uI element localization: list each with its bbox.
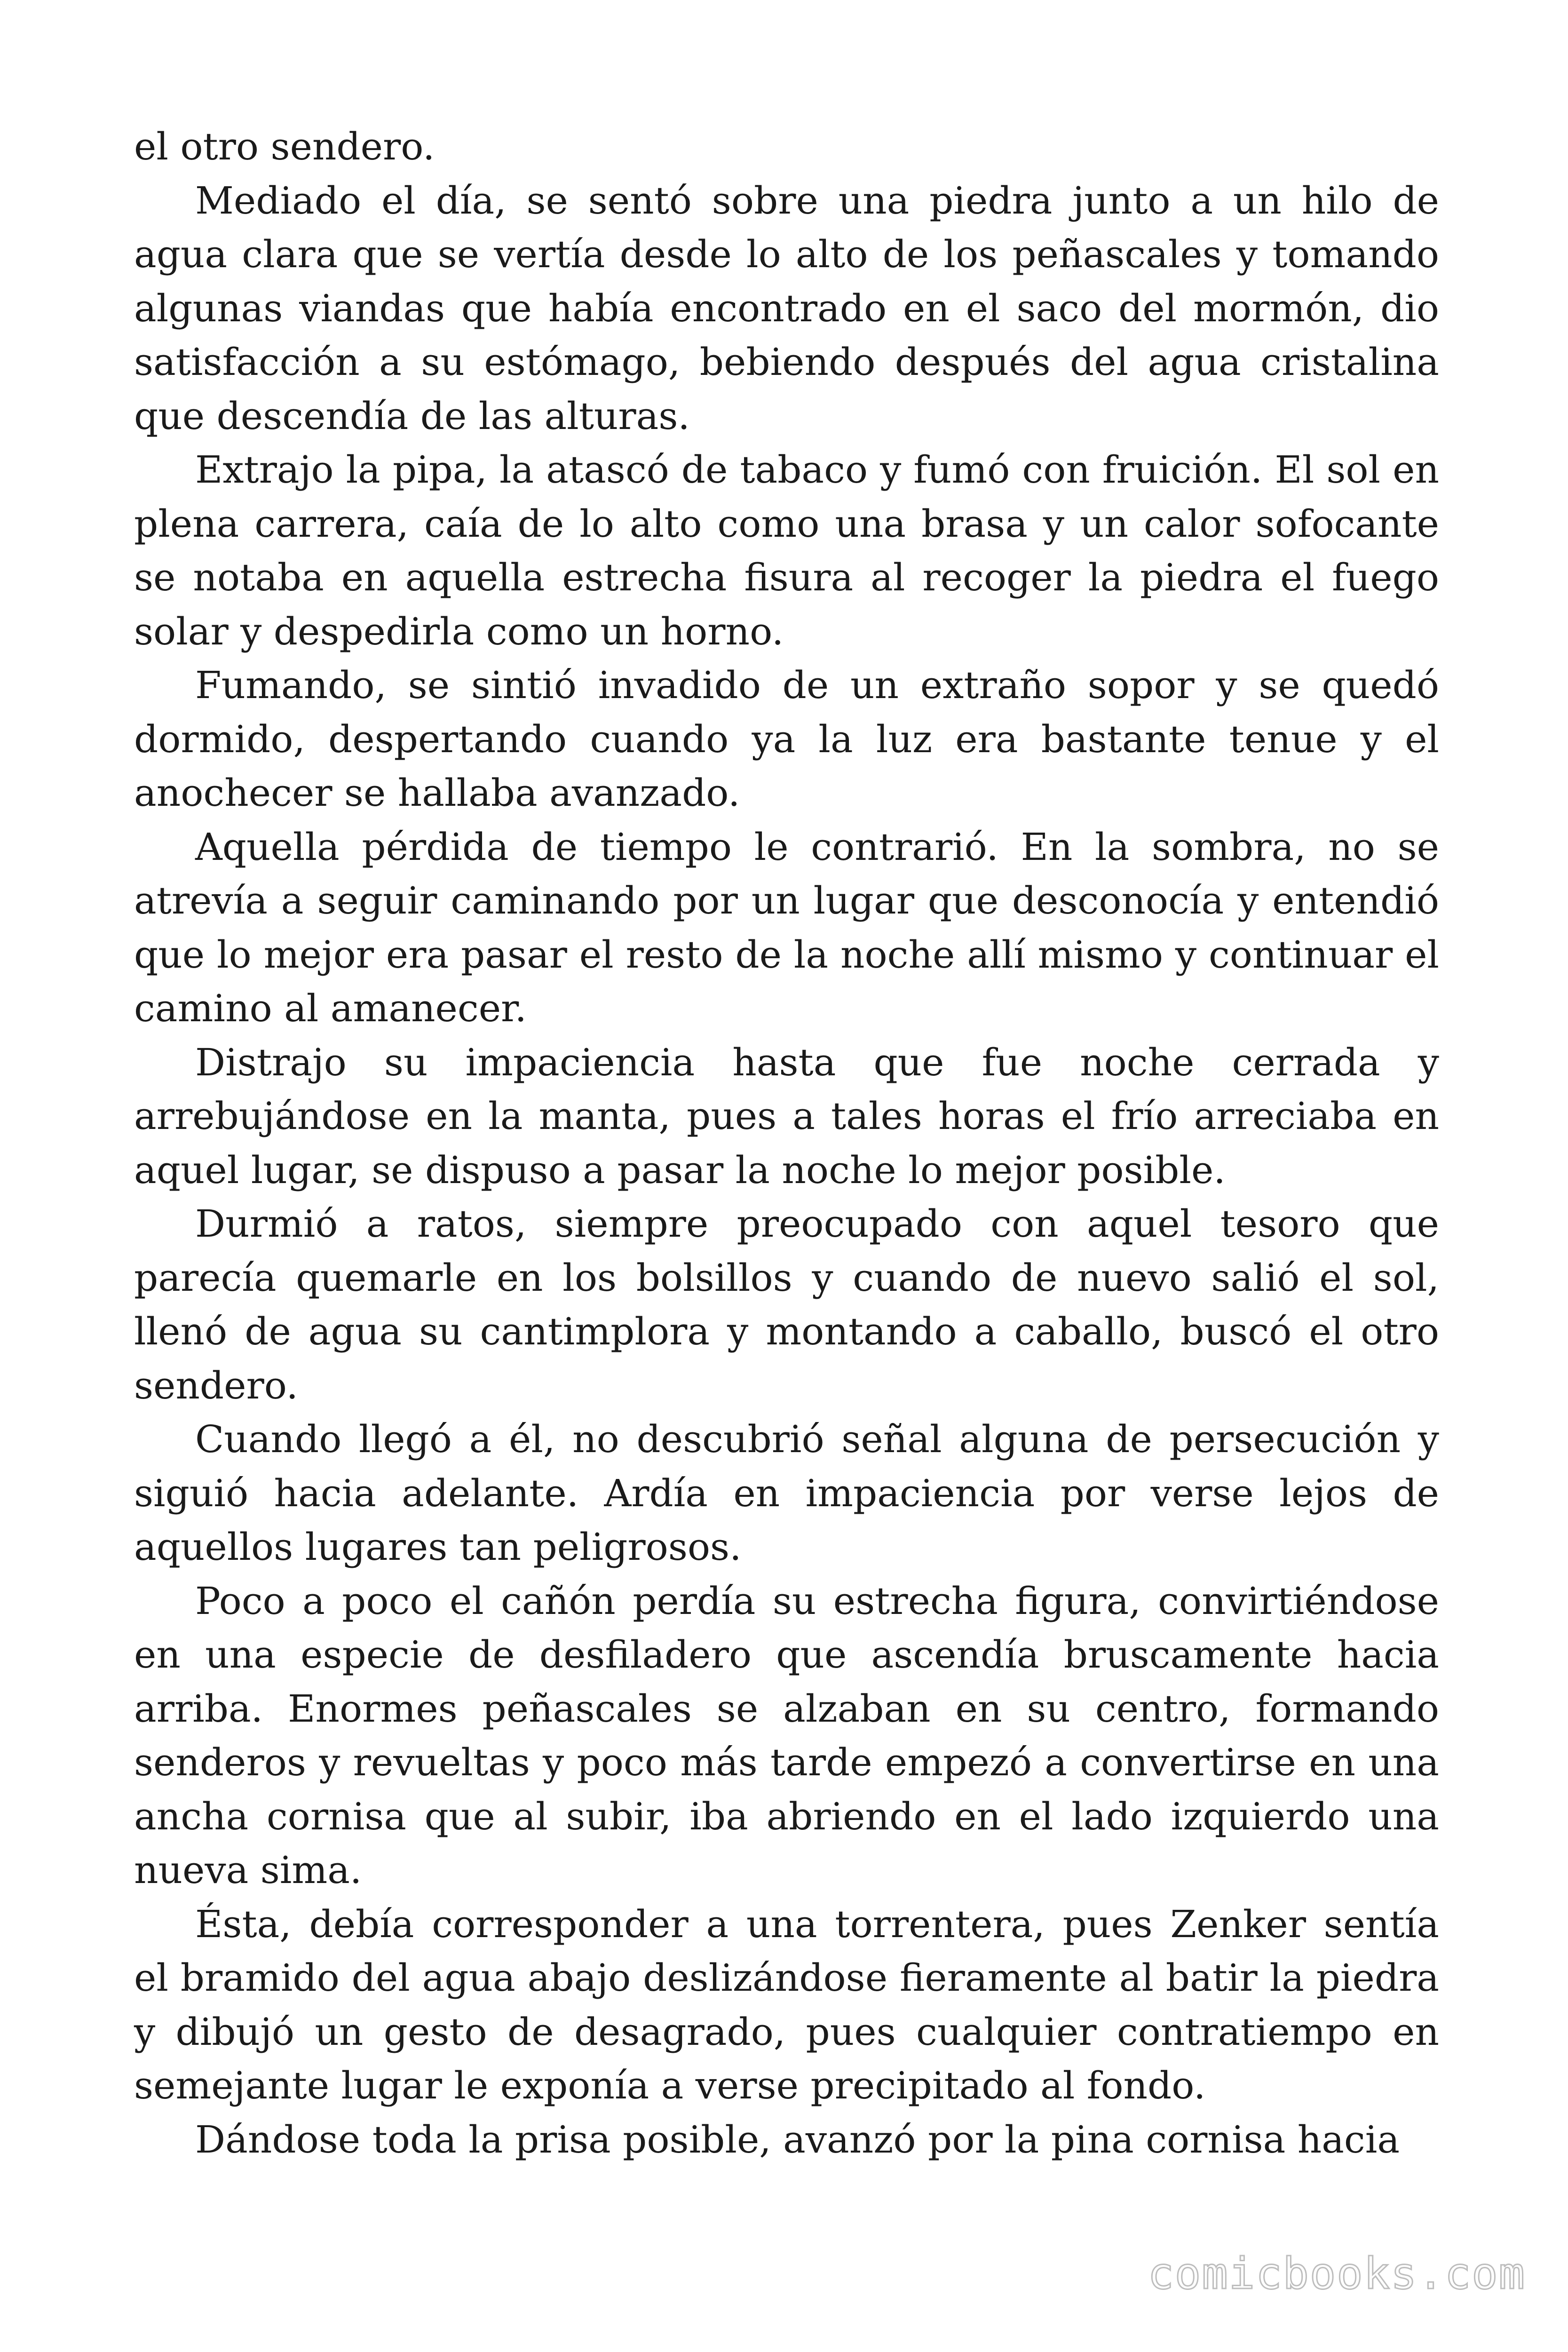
paragraph: Distrajo su impaciencia hasta que fue noche cerrada y arrebujándose en la manta, pues a tales horas el frío arreciaba en aquel lugar, se dispuso a pasar la noche lo mejor posible. (134, 1040, 1439, 1192)
paragraph: Mediado el día, se sentó sobre una piedra junto a un hilo de agua clara que se vertía desde lo alto de los peñascales y tomando algunas viandas que había encontrado en el saco del mormón, dio satisfacción a su estómago, bebiendo después del agua cristalina que descendía de las alturas. (134, 178, 1439, 438)
paragraph: Fumando, se sintió invadido de un extraño sopor y se quedó dormido, despertando cuando ya la luz era bastante tenue y el anochecer se hallaba avanzado. (134, 663, 1439, 815)
paragraph: Extrajo la pipa, la atascó de tabaco y fumó con fruición. El sol en plena carrera, caía de lo alto como una brasa y un calor sofocante se notaba en aquella estrecha fisura al recoger la piedra el fuego solar y despedirla como un horno. (134, 448, 1439, 653)
paragraph-continuation: el otro sendero. (134, 125, 435, 168)
paragraph: Aquella pérdida de tiempo le contrarió. En la sombra, no se atrevía a seguir caminando por un lugar que desconocía y entendió que lo mejor era pasar el resto de la noche allí mismo y continuar el camino al amanecer. (134, 825, 1439, 1030)
paragraph: Durmió a ratos, siempre preocupado con aquel tesoro que parecía quemarle en los bolsillos y cuando de nuevo salió el sol, llenó de agua su cantimplora y montando a caballo, buscó el otro sendero. (134, 1202, 1439, 1407)
paragraph-last: Dándose toda la prisa posible, avanzó por la pina cornisa hacia (195, 2117, 1400, 2161)
paragraph: Ésta, debía corresponder a una torrentera, pues Zenker sentía el bramido del agua abajo deslizándose fieramente al batir la piedra y dibujó un gesto de desagrado, pues cualquier contratiempo en semejante lugar le exponía a verse precipitado al fondo. (134, 1902, 1439, 2107)
body-text (134, 120, 1439, 2167)
watermark-text: comicbooks.com (1148, 2249, 1526, 2299)
paragraph: Cuando llegó a él, no descubrió señal alguna de persecución y siguió hacia adelante. Ardía en impaciencia por verse lejos de aquellos lugares tan peligrosos. (134, 1417, 1439, 1569)
paragraph: Poco a poco el cañón perdía su estrecha figura, convirtiéndose en una especie de desfiladero que ascendía bruscamente hacia arriba. Enormes peñascales se alzaban en su centro, formando senderos y revueltas y poco más tarde empezó a convertirse en una ancha cornisa que al subir, iba abriendo en el lado izquierdo una nueva sima. (134, 1579, 1439, 1892)
